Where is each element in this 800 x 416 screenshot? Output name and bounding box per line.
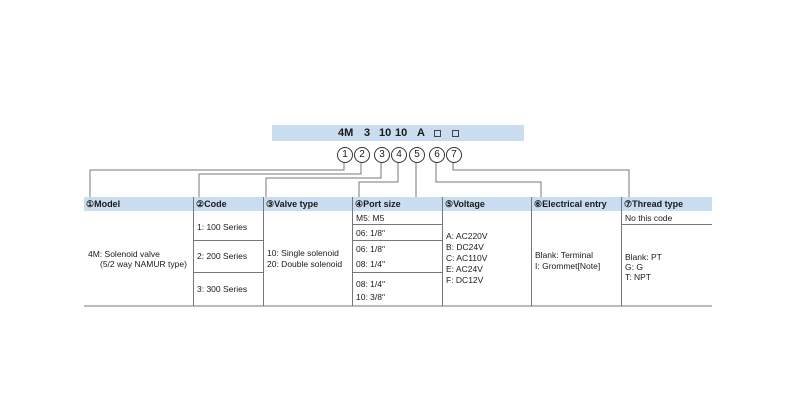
port-size-row: M5: M5 bbox=[356, 213, 385, 223]
code-part-code: 3 bbox=[364, 127, 371, 139]
circle-4: 4 bbox=[391, 147, 407, 163]
code-part-model: 4M bbox=[338, 127, 354, 139]
connector-valve-type bbox=[266, 162, 381, 197]
voltage-option: C: AC110V bbox=[446, 253, 488, 263]
voltage-option: F: DC12V bbox=[446, 275, 484, 285]
divider bbox=[193, 240, 263, 241]
thread-option: G: G bbox=[625, 262, 643, 272]
voltage-option: A: AC220V bbox=[446, 231, 488, 241]
voltage-option: B: DC24V bbox=[446, 242, 484, 252]
header-valve-type: ③Valve type bbox=[264, 197, 352, 211]
model-value-note: (5/2 way NAMUR type) bbox=[100, 259, 187, 269]
divider bbox=[621, 224, 712, 225]
port-size-row: 08: 1/4" bbox=[356, 279, 386, 289]
code-row-3: 3: 300 Series bbox=[197, 284, 248, 294]
code-row-1: 1: 100 Series bbox=[197, 222, 248, 232]
divider bbox=[621, 197, 622, 306]
divider bbox=[442, 197, 443, 306]
thread-option: Blank: PT bbox=[625, 252, 662, 262]
code-row-2: 2: 200 Series bbox=[197, 251, 248, 261]
header-voltage: ⑤Voltage bbox=[443, 197, 531, 211]
port-size-row: 06: 1/8" bbox=[356, 244, 386, 254]
model-value: 4M: Solenoid valve bbox=[88, 249, 160, 259]
circle-3: 3 bbox=[374, 147, 390, 163]
voltage-option: E: AC24V bbox=[446, 264, 483, 274]
electrical-grommet: I: Grommet[Note] bbox=[535, 261, 601, 271]
electrical-terminal: Blank: Terminal bbox=[535, 250, 593, 260]
divider bbox=[193, 197, 194, 306]
code-part-port-size: 10 bbox=[395, 127, 408, 139]
circle-5: 5 bbox=[409, 147, 425, 163]
code-part-voltage: A bbox=[417, 127, 425, 139]
header-thread-type: ⑦Thread type bbox=[622, 197, 712, 211]
circle-1: 1 bbox=[337, 147, 353, 163]
valve-type-double: 20: Double solenoid bbox=[267, 259, 343, 269]
divider bbox=[531, 197, 532, 306]
thread-option: T: NPT bbox=[625, 272, 651, 282]
port-size-row: 06: 1/8" bbox=[356, 228, 386, 238]
circle-6: 6 bbox=[429, 147, 445, 163]
connector-code bbox=[199, 162, 361, 197]
divider bbox=[352, 272, 442, 273]
circle-2: 2 bbox=[354, 147, 370, 163]
divider bbox=[263, 197, 264, 306]
divider bbox=[352, 240, 442, 241]
valve-type-single: 10: Single solenoid bbox=[267, 248, 339, 258]
port-size-row: 08: 1/4" bbox=[356, 259, 386, 269]
header-model: ①Model bbox=[84, 197, 193, 211]
connector-model bbox=[90, 162, 344, 197]
connector-electrical bbox=[436, 162, 541, 197]
header-code: ②Code bbox=[194, 197, 263, 211]
code-part-valve-type: 10 bbox=[379, 127, 392, 139]
circle-7: 7 bbox=[446, 147, 462, 163]
thread-no-code: No this code bbox=[625, 213, 673, 223]
divider bbox=[352, 197, 353, 306]
header-electrical-entry: ⑥Electrical entry bbox=[532, 197, 621, 211]
port-size-row: 10: 3/8" bbox=[356, 292, 386, 302]
divider bbox=[352, 224, 442, 225]
header-port-size: ④Port size bbox=[353, 197, 442, 211]
connector-port-size bbox=[359, 162, 398, 197]
divider bbox=[193, 272, 263, 273]
